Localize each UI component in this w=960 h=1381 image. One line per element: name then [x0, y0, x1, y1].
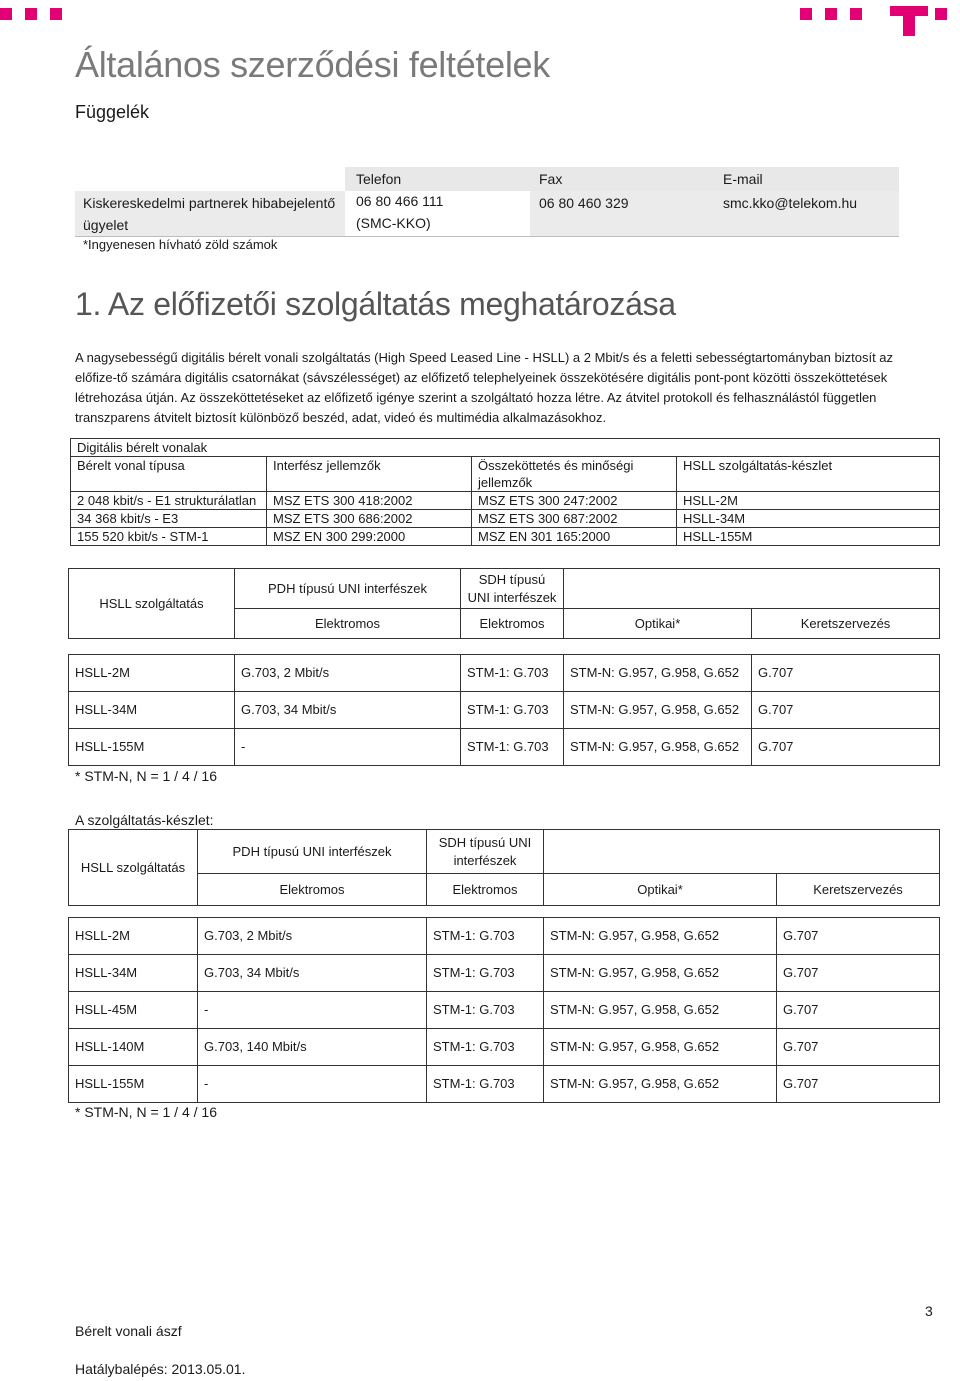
table-cell: STM-1: G.703	[461, 692, 564, 729]
table-cell: STM-1: G.703	[427, 918, 544, 955]
table-caption: A szolgáltatás-készlet:	[75, 812, 214, 828]
table-row	[69, 955, 940, 992]
table-cell: G.703, 34 Mbit/s	[235, 692, 461, 729]
pdh-header: PDH típusú UNI interfészek	[235, 569, 461, 609]
contact-header-phone: Telefon	[356, 171, 402, 187]
section-paragraph: A nagysebességű digitális bérelt vonali szolgáltatás (High Speed Leased Line - HSLL) a 2 Mbit/s és a feletti sebességtartományban biztosít az előfize-tő számára digitális csatornákat (sávszélességet) az előfizető telephelyeinek összekötésére digitális pont-pont közötti összeköttetések létrehozása útján. Az összeköttetéseket az előfizető igénye szerint a szolgáltató hozza létre. Az átvitel protokoll és felhasználástól független transzparens átvitelt biztosít különböző beszéd, adat, videó és multimédia alkalmazásokhoz.	[75, 350, 894, 425]
table-cell: G.707	[752, 692, 940, 729]
contact-note: *Ingyenesen hívható zöld számok	[83, 237, 278, 252]
digital-leased-lines-table	[70, 438, 940, 546]
table-cell: STM-1: G.703	[461, 729, 564, 766]
hsll-interface-table	[68, 568, 940, 766]
brand-square	[850, 8, 862, 20]
table-header: Összeköttetés és minőségi jellemzők	[472, 457, 677, 492]
table-cell: STM-1: G.703	[427, 1029, 544, 1066]
table-subheader: Elektromos	[461, 609, 564, 639]
table-corner: HSLL szolgáltatás	[69, 830, 198, 906]
sdh-header: SDH típusú UNI interfészek	[427, 830, 544, 874]
table-cell: HSLL-140M	[69, 1029, 198, 1066]
table-cell: G.707	[777, 1029, 940, 1066]
table-cell: 155 520 kbit/s - STM-1	[71, 528, 267, 546]
table-cell: MSZ ETS 300 247:2002	[472, 492, 677, 510]
contact-email: smc.kko@telekom.hu	[723, 195, 858, 211]
table-subheader: Optikai*	[544, 874, 777, 906]
pdh-header: PDH típusú UNI interfészek	[198, 830, 427, 874]
table-row	[69, 918, 940, 955]
table-subheader: Keretszervezés	[752, 609, 940, 639]
table-row	[71, 510, 940, 528]
table-cell: 2 048 kbit/s - E1 strukturálatlan	[71, 492, 267, 510]
contact-header-bar	[345, 167, 899, 191]
table-row	[69, 655, 940, 692]
table-cell: HSLL-2M	[69, 655, 235, 692]
service-set-table	[68, 829, 940, 1103]
brand-square	[800, 8, 812, 20]
table-cell: G.707	[777, 955, 940, 992]
table-caption: Digitális bérelt vonalak	[71, 439, 940, 457]
brand-square	[25, 8, 37, 20]
table-cell: G.707	[777, 918, 940, 955]
table-cell: STM-N: G.957, G.958, G.652	[564, 655, 752, 692]
table-header: Bérelt vonal típusa	[71, 457, 267, 492]
table-cell: STM-1: G.703	[427, 1066, 544, 1103]
table-cell: STM-1: G.703	[461, 655, 564, 692]
table-cell: STM-N: G.957, G.958, G.652	[564, 729, 752, 766]
table-cell: STM-N: G.957, G.958, G.652	[544, 918, 777, 955]
table-cell: HSLL-155M	[69, 729, 235, 766]
contact-phone: 06 80 466 111 (SMC-KKO)	[356, 193, 444, 231]
table-row	[71, 492, 940, 510]
table-cell: HSLL-34M	[677, 510, 940, 528]
table-cell: G.703, 2 Mbit/s	[198, 918, 427, 955]
contact-label: Kiskereskedelmi partnerek hibabejelentő ügyelet	[83, 195, 336, 233]
table-cell: G.707	[752, 655, 940, 692]
footer-effective-date: Hatálybalépés: 2013.05.01.	[75, 1361, 246, 1377]
header-blank	[544, 830, 940, 874]
contact-header-fax: Fax	[539, 171, 563, 187]
footer-doc-name: Bérelt vonali ászf	[75, 1323, 182, 1339]
table-cell: HSLL-34M	[69, 692, 235, 729]
page-subtitle: Függelék	[75, 102, 150, 122]
table-cell: STM-N: G.957, G.958, G.652	[544, 1066, 777, 1103]
table-cell: G.703, 34 Mbit/s	[198, 955, 427, 992]
table-cell: HSLL-2M	[677, 492, 940, 510]
table-cell: STM-N: G.957, G.958, G.652	[544, 1029, 777, 1066]
contact-fax: 06 80 460 329	[539, 195, 629, 211]
brand-square	[0, 8, 12, 20]
table-row	[69, 992, 940, 1029]
table-cell: STM-N: G.957, G.958, G.652	[544, 955, 777, 992]
table-row	[69, 1029, 940, 1066]
table-row	[69, 692, 940, 729]
table-row	[69, 1066, 940, 1103]
table-subheader: Elektromos	[198, 874, 427, 906]
table-row	[69, 729, 940, 766]
table-cell: MSZ ETS 300 687:2002	[472, 510, 677, 528]
table-cell: MSZ EN 301 165:2000	[472, 528, 677, 546]
table-cell: STM-N: G.957, G.958, G.652	[564, 692, 752, 729]
table-cell: MSZ EN 300 299:2000	[267, 528, 472, 546]
page-title: Általános szerződési feltételek	[75, 44, 550, 85]
footnote: * STM-N, N = 1 / 4 / 16	[75, 1104, 217, 1120]
table-subheader: Elektromos	[235, 609, 461, 639]
table-cell: 34 368 kbit/s - E3	[71, 510, 267, 528]
table-subheader: Optikai*	[564, 609, 752, 639]
table-cell: G.707	[777, 1066, 940, 1103]
table-cell: HSLL-2M	[69, 918, 198, 955]
table-subheader: Keretszervezés	[777, 874, 940, 906]
table-cell: -	[198, 1066, 427, 1103]
brand-square	[825, 8, 837, 20]
table-corner: HSLL szolgáltatás	[69, 569, 235, 639]
t-logo-icon	[884, 0, 944, 36]
table-cell: -	[235, 729, 461, 766]
table-cell: STM-1: G.703	[427, 955, 544, 992]
table-cell: MSZ ETS 300 686:2002	[267, 510, 472, 528]
table-header: HSLL szolgáltatás-készlet	[677, 457, 940, 492]
table-cell: G.707	[777, 992, 940, 1029]
table-cell: G.703, 2 Mbit/s	[235, 655, 461, 692]
table-cell: G.703, 140 Mbit/s	[198, 1029, 427, 1066]
section-title: 1. Az előfizetői szolgáltatás meghatározása	[75, 286, 676, 322]
table-cell: HSLL-34M	[69, 955, 198, 992]
footnote: * STM-N, N = 1 / 4 / 16	[75, 768, 217, 784]
sdh-header: SDH típusú UNI interfészek	[461, 569, 564, 609]
table-cell: HSLL-155M	[69, 1066, 198, 1103]
table-cell: HSLL-45M	[69, 992, 198, 1029]
table-cell: STM-N: G.957, G.958, G.652	[544, 992, 777, 1029]
table-subheader: Elektromos	[427, 874, 544, 906]
table-row	[71, 528, 940, 546]
table-cell: HSLL-155M	[677, 528, 940, 546]
table-cell: MSZ ETS 300 418:2002	[267, 492, 472, 510]
table-cell: -	[198, 992, 427, 1029]
table-header: Interfész jellemzők	[267, 457, 472, 492]
contact-header-email: E-mail	[723, 171, 763, 187]
page-number: 3	[925, 1303, 933, 1319]
header-blank	[564, 569, 940, 609]
table-cell: G.707	[752, 729, 940, 766]
brand-square	[50, 8, 62, 20]
table-cell: STM-1: G.703	[427, 992, 544, 1029]
